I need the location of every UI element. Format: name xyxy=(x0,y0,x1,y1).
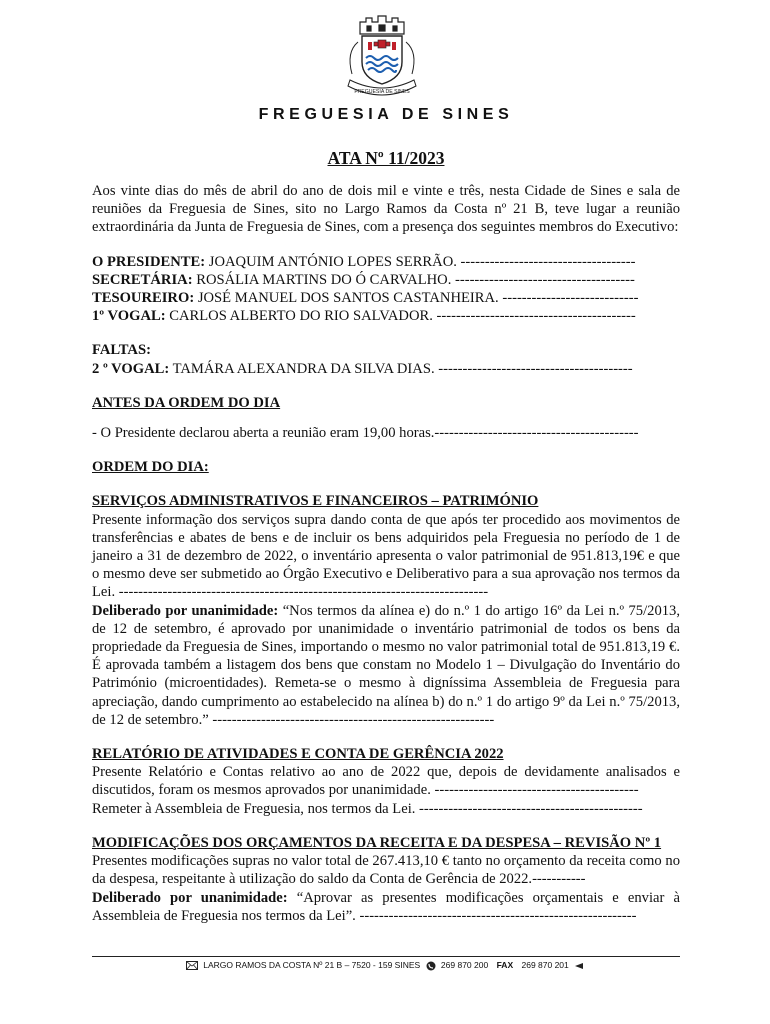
before-agenda-text: - O Presidente declarou aberta a reunião eram 19,00 horas.------------------------------------------ xyxy=(92,425,639,442)
member-name: JOAQUIM ANTÓNIO LOPES SERRÃO. ------------------------------------ xyxy=(208,253,636,270)
member-role: 1º VOGAL: xyxy=(92,308,166,325)
section-heading-patrimonio: SERVIÇOS ADMINISTRATIVOS E FINANCEIROS – PATRIMÓNIO xyxy=(92,493,539,510)
decision-label: Deliberado por unanimidade: xyxy=(92,602,279,619)
decision-text: “Nos termos da alínea e) do n.º 1 do artigo 16º da Lei n.º 75/2013, de 12 de setembro, é aprovado por unanimidade o inventário patrimonial de todos os bens da propriedade da Freguesia de Sines, importando o mesmo no valor patrimonial total de 951.813,19 €. É aprovada também a listagem dos bens que constam no Modelo 1 – Divulgação do Inventário do Património (microentidades). Remeta-se o mesmo à digníssima Assembleia de Freguesia para apreciação, dando cumprimento ao estabelecido na alínea b) do n.º 1 do artigo 9º da Lei n.º 75/2013, de 12 de setembro.” ---------------------------------------------------------- xyxy=(92,602,680,728)
absence-name: TAMÁRA ALEXANDRA DA SILVA DIAS. ---------------------------------------- xyxy=(172,360,633,377)
agenda-heading: ORDEM DO DIA: xyxy=(92,459,209,476)
intro-paragraph: Aos vinte dias do mês de abril do ano de dois mil e vinte e três, nesta Cidade de Sines e sala de reuniões da Freguesia de Sines, sito no Largo Ramos da Costa nº 21 B, teve lugar a reunião extraordinária da Junta de Freguesia de Sines, com a presença dos seguintes membros do Executivo: xyxy=(92,183,680,236)
minutes-body xyxy=(92,182,680,925)
organization-name: FREGUESIA DE SINES xyxy=(258,106,514,123)
member-role: O PRESIDENTE: xyxy=(92,253,206,270)
absences-heading: FALTAS: xyxy=(92,342,151,359)
footer-fax-label: FAX xyxy=(496,960,514,970)
section-text2-relatorio: Remeter à Assembleia de Freguesia, nos termos da Lei. ---------------------------------------------- xyxy=(92,800,643,817)
section-text-modificacoes: Presentes modificações supras no valor total de 267.413,10 € tanto no orçamento da receita como no da despesa, respeitante à utilização do saldo da Conta de Gerência de 2022.----------- xyxy=(92,853,680,888)
member-row xyxy=(92,307,680,325)
decision-text: “Aprovar as presentes modificações orçamentais e enviar à Assembleia de Freguesia nos termos da Lei”. --------------------------------------------------------- xyxy=(92,889,680,924)
before-agenda-heading: ANTES DA ORDEM DO DIA xyxy=(92,394,281,411)
phone-icon xyxy=(426,961,436,971)
section-decision-patrimonio xyxy=(92,602,680,729)
section-heading-relatorio: RELATÓRIO DE ATIVIDADES E CONTA DE GERÊNCIA 2022 xyxy=(92,746,504,763)
crest-emblem-icon xyxy=(330,12,434,102)
member-role: TESOUREIRO: xyxy=(92,290,195,307)
section-decision-modificacoes xyxy=(92,889,680,925)
member-name: ROSÁLIA MARTINS DO Ó CARVALHO. ------------------------------------- xyxy=(196,271,635,288)
section-text-relatorio: Presente Relatório e Contas relativo ao ano de 2022 que, depois de devidamente analisados e discutidos, foram os mesmos aprovados por unanimidade. ------------------------------------------ xyxy=(92,764,680,799)
member-role: SECRETÁRIA: xyxy=(92,271,193,288)
members-list xyxy=(92,253,680,326)
crest-motto: FREGUESIA DE SINES xyxy=(354,89,410,95)
footer xyxy=(0,960,770,971)
document-page xyxy=(92,0,680,1024)
absence-row xyxy=(92,360,680,378)
page-title: ATA Nº 11/2023 xyxy=(327,148,445,168)
footer-address: LARGO RAMOS DA COSTA Nº 21 B – 7520 - 159 SINES xyxy=(203,960,421,970)
section-heading-modificacoes: MODIFICAÇÕES DOS ORÇAMENTOS DA RECEITA E DA DESPESA – REVISÃO Nº 1 xyxy=(92,834,662,851)
decision-label: Deliberado por unanimidade: xyxy=(92,889,288,906)
absence-role: 2 º VOGAL: xyxy=(92,360,170,377)
footer-fax: 269 870 201 xyxy=(521,960,569,970)
footer-phone: 269 870 200 xyxy=(440,960,489,970)
member-name: CARLOS ALBERTO DO RIO SALVADOR. ----------------------------------------- xyxy=(169,308,636,325)
member-row xyxy=(92,253,680,271)
fax-icon xyxy=(574,962,584,970)
footer-divider xyxy=(92,956,680,957)
member-row xyxy=(92,271,680,289)
envelope-icon xyxy=(186,961,198,970)
member-row xyxy=(92,289,680,307)
member-name: JOSÉ MANUEL DOS SANTOS CASTANHEIRA. ---------------------------- xyxy=(197,290,639,307)
section-text-patrimonio: Presente informação dos serviços supra dando conta de que após ter procedido aos movimentos de transferências e abates de bens e de incluir os bens adquiridos pela Freguesia no período de 1 de janeiro a 31 de dezembro de 2022, o inventário apresenta o valor patrimonial de 951.813,19€ e que o mesmo deve ser submetido ao Órgão Executivo e Deliberativo para a sua aprovação nos termos da Lei. ---------------------------------------------------------------------------- xyxy=(92,511,680,601)
